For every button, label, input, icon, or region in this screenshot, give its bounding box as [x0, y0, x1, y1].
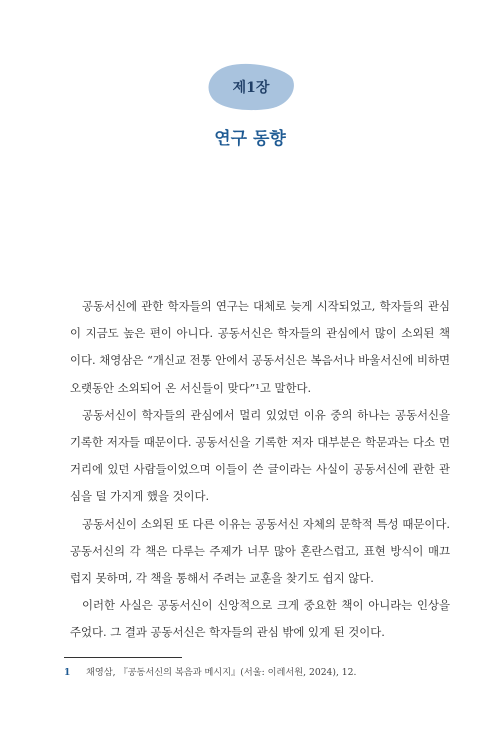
- paragraph: 공동서신에 관한 학자들의 연구는 대체로 늦게 시작되었고, 학자들의 관심이 지금도 높은 편이 아니다. 공동서신은 학자들의 관심에서 많이 소외된 책이다. 채영삼은 “개신교 전통 안에서 공동서신은 복음서나 바울서신에 비하면 오랫동안 소외되어 온 서신들이 맞다”¹고 말한다.: [70, 299, 450, 395]
- footnote-text: 채영삼, 『공동서신의 복음과 메시지』(서울: 이레서원, 2024), 12.: [86, 667, 357, 678]
- chapter-number: 제1장: [232, 80, 270, 96]
- body-text: [70, 293, 450, 647]
- chapter-badge: [206, 62, 296, 112]
- paragraph: 공동서신이 소외된 또 다른 이유는 공동서신 자체의 문학적 특성 때문이다. 공동서신의 각 책은 다루는 주제가 너무 많아 혼란스럽고, 표현 방식이 매끄럽지 못하며, 각 책을 통해서 주려는 교훈을 찾기도 쉽지 않다.: [70, 516, 450, 586]
- footnote-number: 1: [64, 667, 71, 678]
- paragraph: 공동서신이 학자들의 관심에서 멀리 있었던 이유 중의 하나는 공동서신을 기록한 저자들 때문이다. 공동서신을 기록한 저자 대부분은 학문과는 다소 먼 거리에 있던 사람들이었으며 이들이 쓴 글이라는 사실이 공동서신에 관한 관심을 덜 가지게 했을 것이다.: [70, 407, 450, 504]
- footnote-divider: [64, 657, 182, 658]
- footnote: [64, 664, 454, 678]
- chapter-title: 연구 동향: [214, 129, 286, 149]
- paragraph: 이러한 사실은 공동서신이 신앙적으로 크게 중요한 책이 아니라는 인상을 주었다. 그 결과 공동서신은 학자들의 관심 밖에 있게 된 것이다.: [70, 598, 450, 640]
